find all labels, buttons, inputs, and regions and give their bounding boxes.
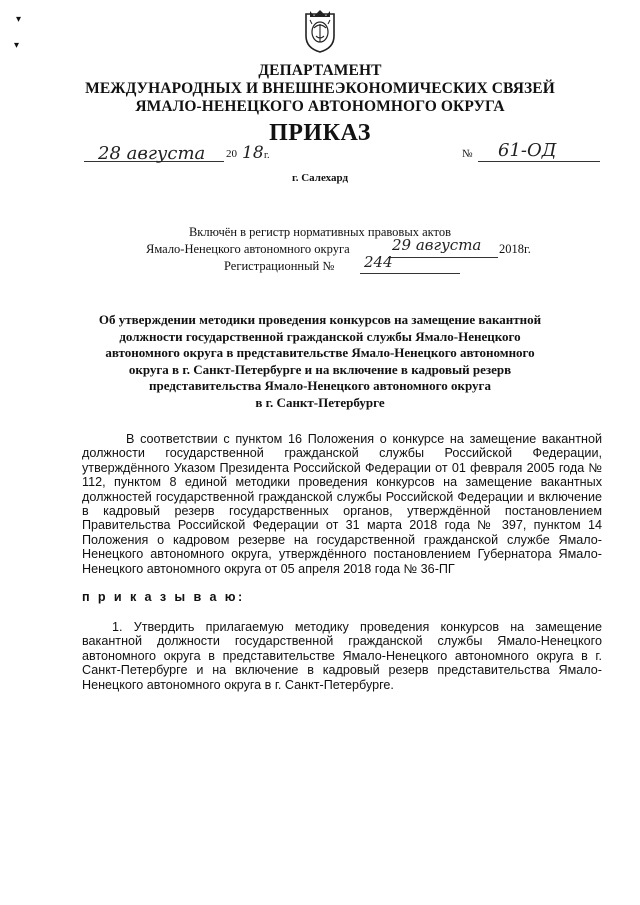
margin-mark-bottom: ▾ xyxy=(14,40,20,51)
handwritten-date: 28 августа xyxy=(98,143,206,164)
preamble-paragraph: В соответствии с пунктом 16 Положения о конкурсе на замещение вакантной должности государственной гражданской службы Российской Федерации, утверждённого Указом Президента Российской Федерации от 01 февраля 2005 года № 112, пунктом 8 единой методики проведения конкурсов на замещение вакантных должностей государственной гражданской службы Российской Федерации и включение в кадровый резерв государственных органов, утверждённой постановлением Правительства Российской Федерации от 31 марта 2018 года № 397, пунктом 14 Положения о кадровом резерве на государственной гражданской службе Ямало-Ненецкого автономного округа, утверждённого постановлением Губернатора Ямало-Ненецкого автономного округа от 05 апреля 2018 года № 36-ПГ xyxy=(82,432,602,576)
registration-line1: Включён в регистр нормативных правовых актов xyxy=(188,225,452,239)
heading-line2: должности государственной гражданской службы Ямало-Ненецкого xyxy=(119,328,521,344)
year-prefix: 20 xyxy=(226,148,237,160)
registration-year: 2018г. xyxy=(499,242,531,256)
heading-line1: Об утверждении методики проведения конкурсов на замещение вакантной xyxy=(98,312,542,327)
order-item-1: 1. Утвердить прилагаемую методику проведения конкурсов на замещение вакантной должности государственной гражданской службы Ямало-Ненецкого автономного округа в представительстве Ямало-Ненецкого автономного округа в г. Санкт-Петербурге и на включение в кадровый резерв представительства Ямало-Ненецкого автономного округа в г. Санкт-Петербурге. xyxy=(82,620,602,692)
order-title: ПРИКАЗ xyxy=(269,120,371,146)
city: г. Салехард xyxy=(291,172,349,184)
heading-line5: представительства Ямало-Ненецкого автономного округа xyxy=(149,378,491,393)
coat-of-arms-emblem xyxy=(300,8,340,54)
document-heading xyxy=(60,312,580,411)
heading-line3: автономного округа в представительстве Ямало-Ненецкого автономного xyxy=(105,345,535,360)
registration-line2-prefix: Ямало-Ненецкого автономного округа xyxy=(146,242,350,256)
registration-date-underline xyxy=(388,256,498,258)
registration-number-underline xyxy=(360,272,460,274)
department-name-line1: ДЕПАРТАМЕНТ xyxy=(258,62,382,79)
order-word: п р и к а з ы в а ю: xyxy=(82,590,245,604)
department-name-line2: МЕЖДУНАРОДНЫХ И ВНЕШНЕЭКОНОМИЧЕСКИХ СВЯЗЕЙ xyxy=(85,80,555,97)
order-number-label: № xyxy=(462,148,473,160)
heading-line4: округа в г. Санкт-Петербурге и на включение в кадровый резерв xyxy=(128,361,512,377)
year-suffix: г. xyxy=(264,150,270,161)
heading-line6: в г. Санкт-Петербурге xyxy=(255,394,385,410)
margin-mark-top: ▾ xyxy=(16,14,22,25)
handwritten-year: 18 xyxy=(242,143,264,163)
department-name-line3: ЯМАЛО-НЕНЕЦКОГО АВТОНОМНОГО ОКРУГА xyxy=(135,98,505,115)
registration-number-label: Регистрационный № xyxy=(224,259,335,273)
registration-handwritten-number: 244 xyxy=(364,253,393,271)
registration-handwritten-date: 29 августа xyxy=(392,236,482,254)
handwritten-order-number: 61-ОД xyxy=(498,140,557,161)
